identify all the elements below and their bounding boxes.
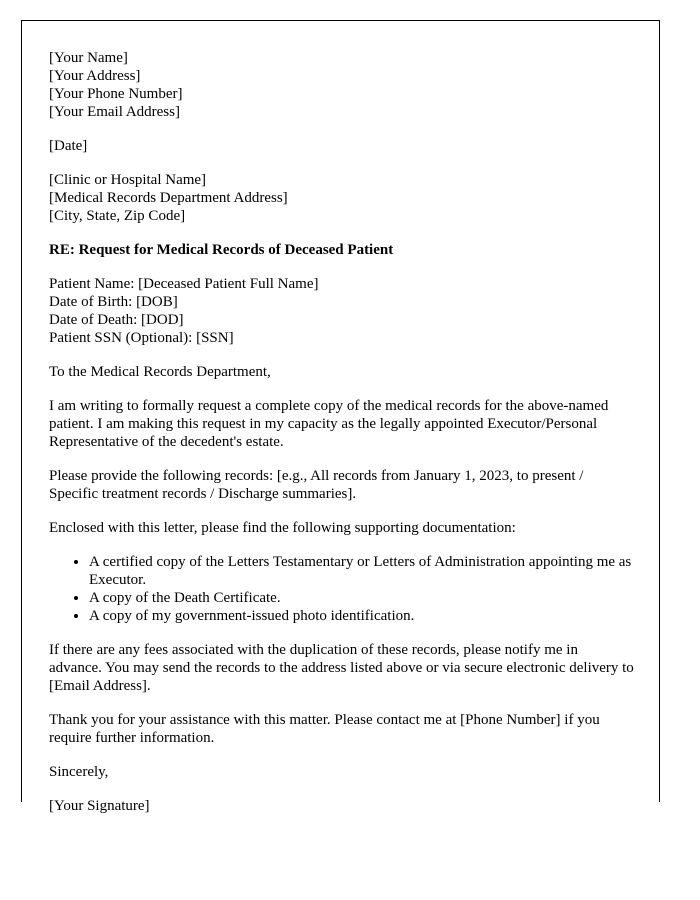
list-item: • A copy of my government-issued photo identification. — [89, 607, 634, 625]
enclosed-paragraph: Enclosed with this letter, please find the following supporting documentation: — [49, 520, 516, 536]
patient-info-block — [49, 275, 634, 347]
documents-list — [49, 553, 634, 625]
thanks-paragraph: Thank you for your assistance with this matter. Please contact me at [Phone Number] if you require further information. — [49, 712, 600, 746]
date-block — [49, 137, 634, 155]
recipient-city-state-zip: [City, State, Zip Code] — [49, 208, 186, 224]
subject-line: RE: Request for Medical Records of Deceased Patient — [49, 242, 394, 258]
fees-paragraph: If there are any fees associated with the duplication of these records, please notify me in advance. You may send the records to the address listed above or via secure electronic delivery to [Email Address]. — [49, 642, 634, 694]
sender-block — [49, 49, 634, 121]
letter-page — [21, 20, 660, 814]
list-item: • A copy of the Death Certificate. — [89, 589, 634, 607]
letter-content — [49, 49, 634, 831]
patient-name: Patient Name: [Deceased Patient Full Name] — [49, 276, 319, 292]
sender-address: [Your Address] — [49, 68, 141, 84]
recipient-department-address: [Medical Records Department Address] — [49, 190, 288, 206]
patient-dob: Date of Birth: [DOB] — [49, 294, 178, 310]
recipient-facility: [Clinic or Hospital Name] — [49, 172, 207, 188]
patient-dod: Date of Death: [DOD] — [49, 312, 184, 328]
letter-date: [Date] — [49, 138, 88, 154]
records-paragraph: Please provide the following records: [e.g., All records from January 1, 2023, to present / Specific treatment records / Discharge summaries]. — [49, 468, 584, 502]
list-item: • A certified copy of the Letters Testamentary or Letters of Administration appointing me as Executor. — [89, 553, 634, 589]
recipient-block — [49, 171, 634, 225]
closing: Sincerely, — [49, 764, 109, 780]
intro-paragraph: I am writing to formally request a complete copy of the medical records for the above-named patient. I am making this request in my capacity as the legally appointed Executor/Personal Representative of the decedent's estate. — [49, 398, 609, 450]
patient-ssn: Patient SSN (Optional): [SSN] — [49, 330, 234, 346]
signature: [Your Signature] — [49, 798, 150, 814]
sender-email: [Your Email Address] — [49, 104, 180, 120]
sender-name: [Your Name] — [49, 50, 128, 66]
salutation: To the Medical Records Department, — [49, 364, 271, 380]
sender-phone: [Your Phone Number] — [49, 86, 183, 102]
